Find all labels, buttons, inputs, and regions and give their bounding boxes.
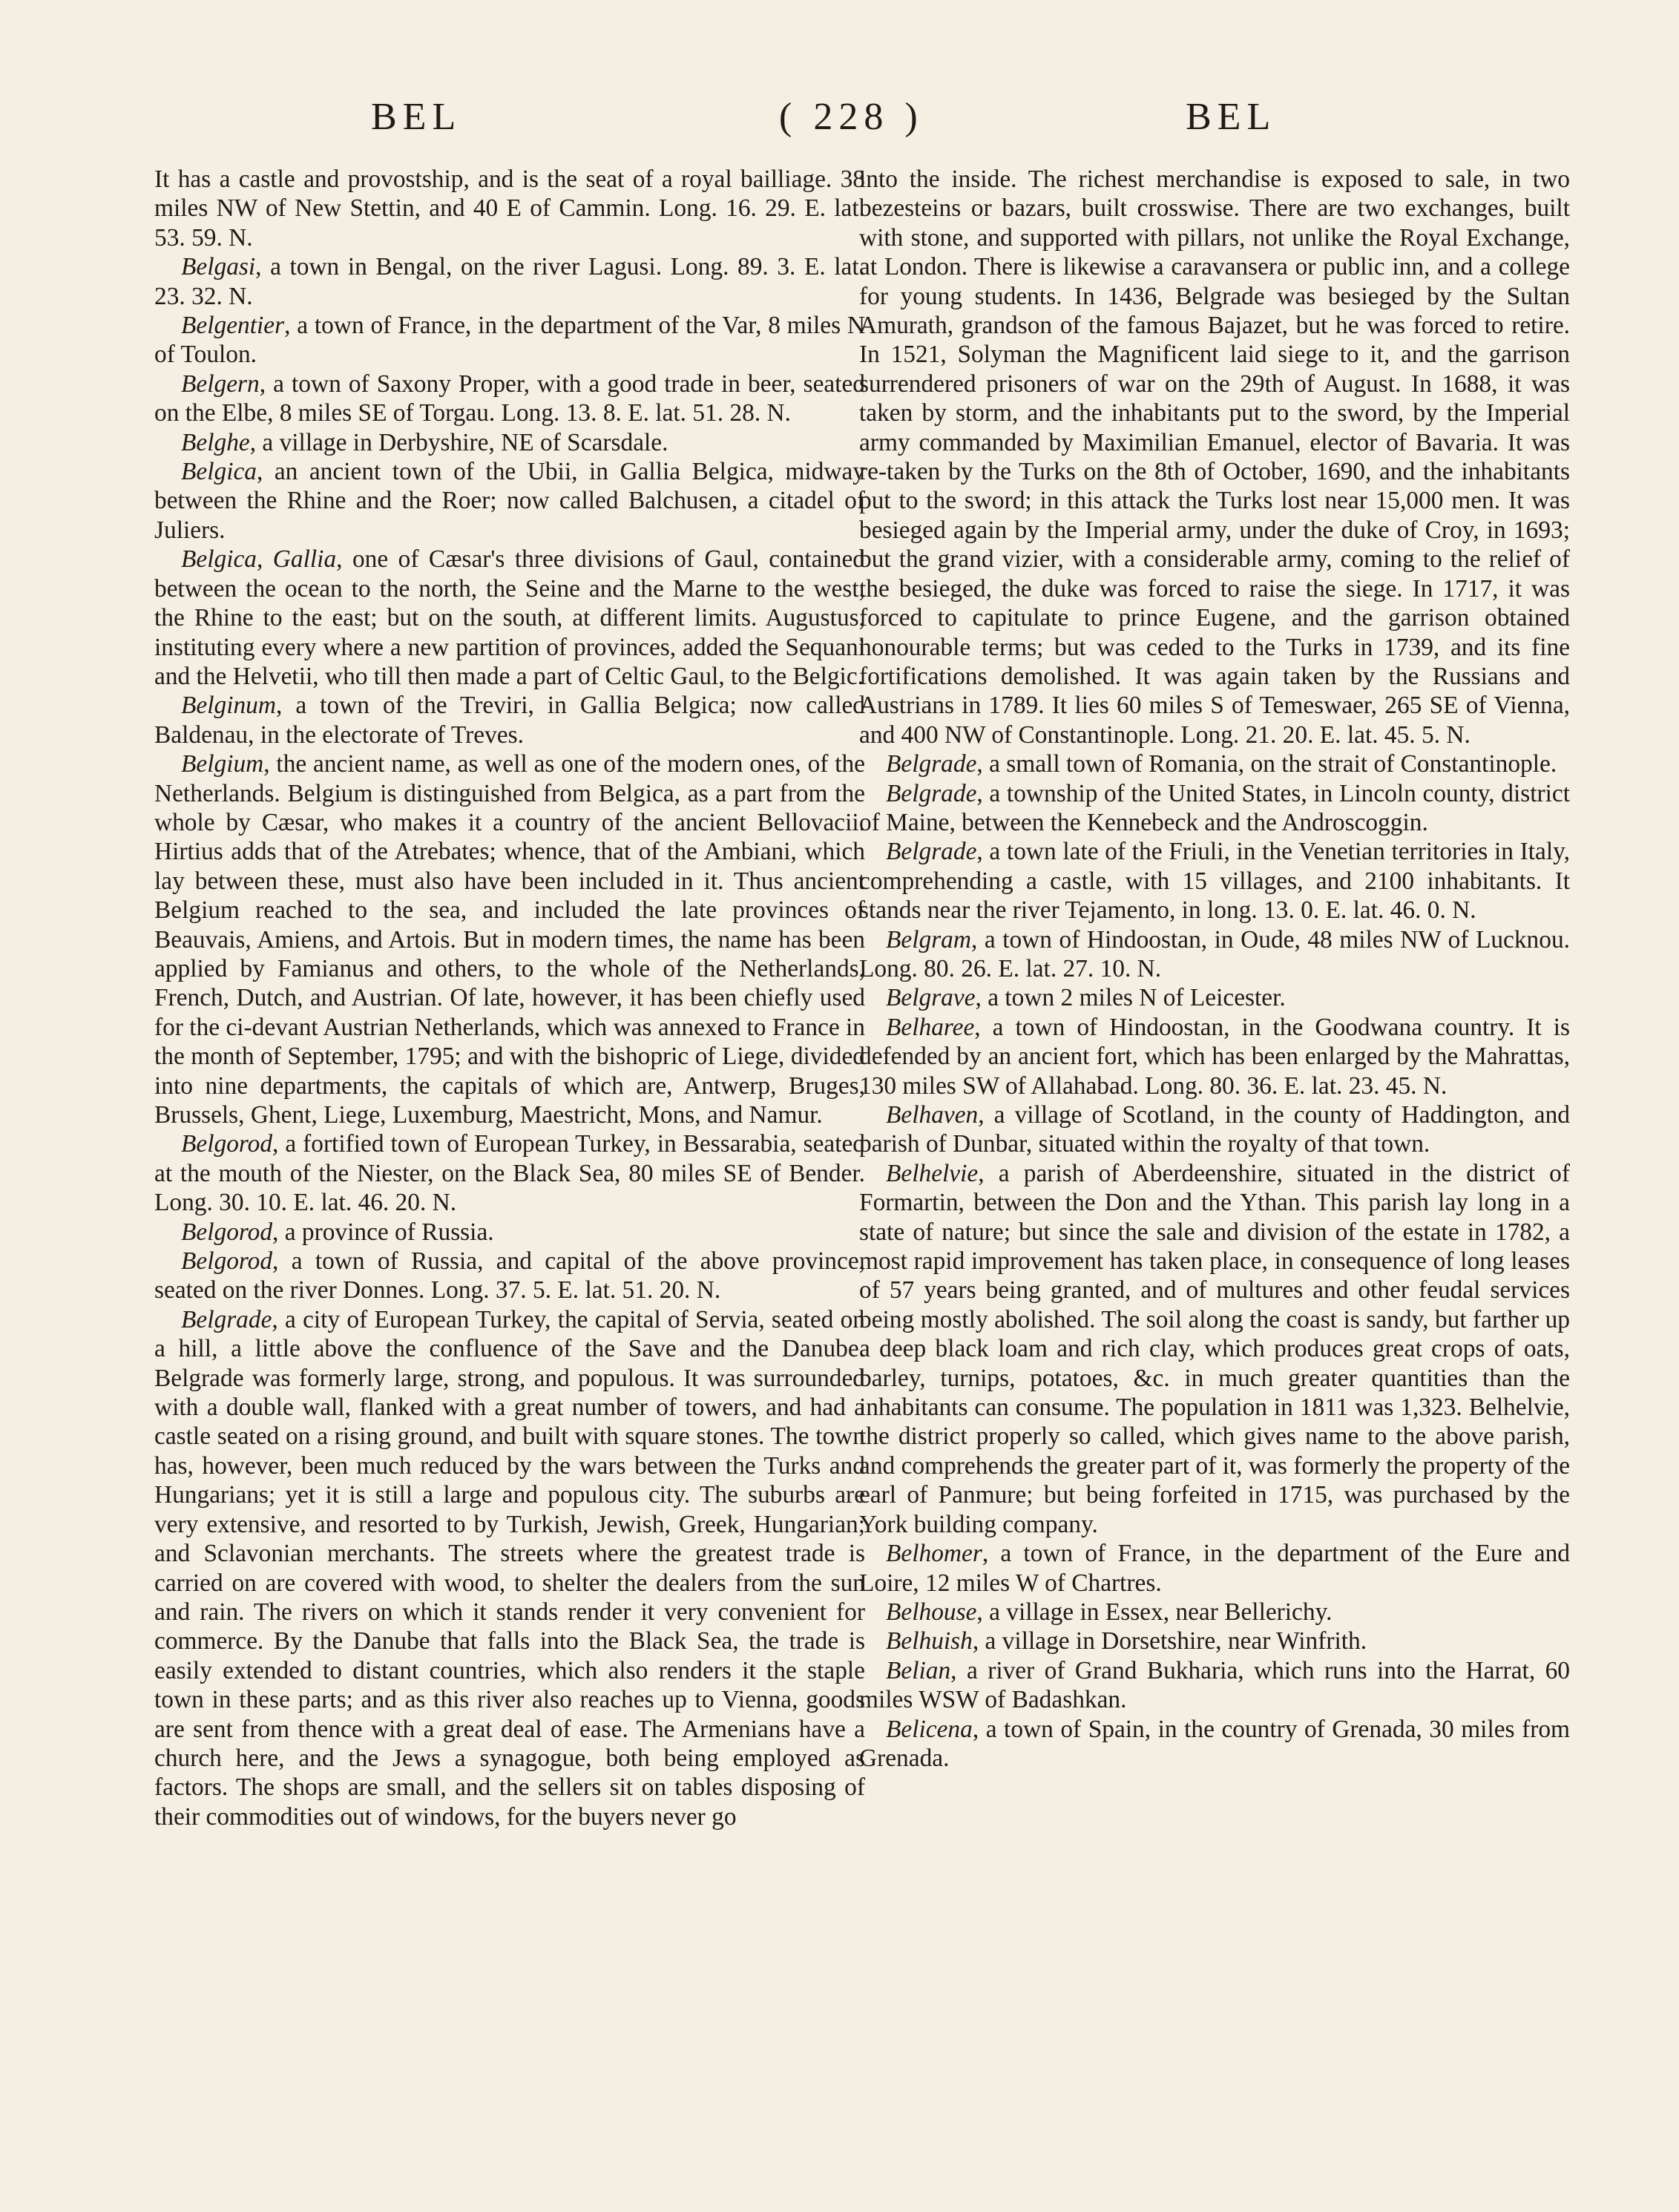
entry-text: , a province of Russia. bbox=[272, 1218, 494, 1246]
header-left-guide-word: BEL bbox=[371, 96, 462, 138]
entry-headword: Belgica bbox=[181, 458, 257, 486]
gazetteer-entry bbox=[859, 925, 1570, 984]
entry-headword: Belgorod bbox=[181, 1247, 273, 1276]
gazetteer-entry bbox=[859, 779, 1570, 838]
gazetteer-entry bbox=[154, 1129, 865, 1217]
page-number: ( 228 ) bbox=[779, 96, 924, 138]
entry-text: , a town in Bengal, on the river Lagusi. Long. 89. 3. E. lat. 23. 32. N. bbox=[154, 253, 865, 310]
entry-headword: Belgern bbox=[181, 370, 260, 398]
entry-headword: Belgrave bbox=[886, 984, 976, 1012]
entry-text: , an ancient town of the Ubii, in Gallia Belgica, midway between the Rhine and the Roer; now called Balchusen, a citadel of Juliers. bbox=[154, 458, 865, 544]
entry-text: , the ancient name, as well as one of the modern ones, of the Netherlands. Belgium is distinguished from Belgica, as a part from the whole by Cæsar, who makes it a country of the ancient Bellovacii. Hirtius adds that of the Atrebates; whence, that of the Ambiani, which lay between these, must also have been included in it. Thus ancient Belgium reached to the sea, and included the late provinces of Beauvais, Amiens, and Artois. But in modern times, the name has been applied by Famianus and others, to the whole of the Netherlands, French, Dutch, and Austrian. Of late, however, it has been chiefly used for the ci-devant Austrian Netherlands, which was annexed to France in the month of September, 1795; and with the bishopric of Liege, divided into nine departments, the capitals of which are, Antwerp, Bruges, Brussels, Ghent, Liege, Luxemburg, Maestricht, Mons, and Namur. bbox=[154, 750, 865, 1129]
entry-headword: Belgrade bbox=[886, 779, 977, 807]
gazetteer-entry bbox=[859, 837, 1570, 925]
entry-headword: Belharee bbox=[886, 1013, 975, 1041]
entry-headword: Belgorod bbox=[181, 1130, 273, 1158]
right-column bbox=[859, 165, 1570, 1773]
entry-headword: Belhelvie bbox=[886, 1159, 979, 1187]
running-header bbox=[0, 95, 1679, 147]
entry-text: , a town of the Treviri, in Gallia Belgica; now called Baldenau, in the electorate of Treves. bbox=[154, 692, 865, 749]
entry-headword: Belhuish bbox=[886, 1627, 973, 1655]
header-right-guide-word: BEL bbox=[1186, 96, 1277, 138]
entry-text: , a small town of Romania, on the strait of Constantinople. bbox=[976, 750, 1557, 778]
entry-text: , a village in Derbyshire, NE of Scarsdale. bbox=[249, 428, 668, 456]
entry-text: , a town late of the Friuli, in the Venetian territories in Italy, comprehending a castle, with 15 villages, and 2100 inhabitants. It stands near the river Tejamento, in long. 13. 0. E. lat. 46. 0. N. bbox=[859, 838, 1570, 925]
entry-headword: Belian bbox=[886, 1656, 951, 1684]
entry-headword: Belgrade bbox=[886, 838, 977, 866]
entry-text: , a town of Saxony Proper, with a good trade in beer, seated on the Elbe, 8 miles SE of Torgau. Long. 13. 8. E. lat. 51. 28. N. bbox=[154, 370, 865, 427]
gazetteer-entry bbox=[859, 983, 1570, 1012]
gazetteer-entry bbox=[859, 1598, 1570, 1627]
entry-headword: Belgentier bbox=[181, 312, 285, 340]
gazetteer-entry bbox=[154, 545, 865, 691]
entry-text: , a town 2 miles N of Leicester. bbox=[975, 984, 1286, 1012]
entry-text: It has a castle and provostship, and is the seat of a royal bailliage. 38 miles NW of New Stettin, and 40 E of Cammin. Long. 16. 29. E. lat. 53. 59. N. bbox=[154, 165, 865, 252]
entry-headword: Belhomer bbox=[886, 1540, 982, 1568]
entry-text: into the inside. The richest merchandise is exposed to sale, in two bezesteins or bazars, built crosswise. There are two exchanges, built with stone, and supported with pillars, not unlike the Royal Exchange, at London. There is likewise a caravansera or public inn, and a college for young students. In 1436, Belgrade was besieged by the Sultan Amurath, grandson of the famous Bajazet, but he was forced to retire. In 1521, Solyman the Magnificent laid siege to it, and the garrison surrendered prisoners of war on the 29th of August. In 1688, it was taken by storm, and the inhabitants put to the sword, by the Imperial army commanded by Maximilian Emanuel, elector of Bavaria. It was re-taken by the Turks on the 8th of October, 1690, and the inhabitants put to the sword; in this attack the Turks lost near 15,000 men. It was besieged again by the Imperial army, under the duke of Croy, in 1693; but the grand vizier, with a considerable army, coming to the relief of the besieged, the duke was forced to raise the siege. In 1717, it was forced to capitulate to prince Eugene, and the garrison obtained honourable terms; but was ceded to the Turks in 1739, and its fine fortifications demolished. It was again taken by the Russians and Austrians in 1789. It lies 60 miles S of Temeswaer, 265 SE of Vienna, and 400 NW of Constantinople. Long. 21. 20. E. lat. 45. 5. N. bbox=[859, 165, 1570, 749]
entry-text: , a town of France, in the department of the Var, 8 miles N of Toulon. bbox=[154, 312, 865, 369]
entry-headword: Belgasi bbox=[181, 253, 256, 281]
entry-headword: Belgram bbox=[886, 925, 971, 954]
gazetteer-entry bbox=[154, 1247, 865, 1305]
gazetteer-entry bbox=[154, 749, 865, 1129]
entry-text: , one of Cæsar's three divisions of Gaul, contained between the ocean to the north, the Seine and the Marne to the west, the Rhine to the east; but on the south, at different limits. Augustus, instituting every where a new partition of provinces, added the Sequani and the Helvetii, who till then made a part of Celtic Gaul, to the Belgic. bbox=[154, 545, 865, 690]
gazetteer-entry bbox=[154, 252, 865, 311]
gazetteer-entry bbox=[859, 1715, 1570, 1773]
left-column bbox=[154, 165, 865, 1831]
entry-headword: Belicena bbox=[886, 1715, 973, 1743]
entry-text: , a town of Hindoostan, in the Goodwana country. It is defended by an ancient fort, which has been enlarged by the Mahrattas, 130 miles SW of Allahabad. Long. 80. 36. E. lat. 23. 45. N. bbox=[859, 1013, 1570, 1100]
entry-text: , a village in Essex, near Bellerichy. bbox=[976, 1598, 1333, 1626]
entry-text: , a town of France, in the department of the Eure and Loire, 12 miles W of Chartres. bbox=[859, 1540, 1570, 1597]
gazetteer-entry bbox=[154, 370, 865, 428]
entry-headword: Belhaven bbox=[886, 1101, 979, 1129]
gazetteer-entry bbox=[859, 1100, 1570, 1159]
gazetteer-entry bbox=[859, 1013, 1570, 1100]
entry-headword: Belginum bbox=[181, 692, 276, 720]
entry-headword: Belgium bbox=[181, 750, 264, 778]
gazetteer-entry bbox=[859, 1539, 1570, 1598]
gazetteer-entry bbox=[154, 691, 865, 749]
gazetteer-entry bbox=[859, 1159, 1570, 1539]
entry-headword: Belhouse bbox=[886, 1598, 977, 1626]
gazetteer-entry bbox=[154, 1305, 865, 1831]
entry-headword: Belgrade bbox=[181, 1305, 272, 1333]
entry-text: , a village in Dorsetshire, near Winfrith. bbox=[972, 1627, 1367, 1655]
gazetteer-entry bbox=[154, 1218, 865, 1247]
entry-headword: Belgica, Gallia bbox=[181, 545, 337, 574]
entry-text: , a township of the United States, in Lincoln county, district of Maine, between the Kennebeck and the Androscoggin. bbox=[859, 779, 1570, 836]
gazetteer-entry bbox=[154, 165, 865, 252]
entry-headword: Belgorod bbox=[181, 1218, 273, 1246]
entry-text: , a town of Spain, in the country of Grenada, 30 miles from Grenada. bbox=[859, 1715, 1570, 1772]
entry-text: , a parish of Aberdeenshire, situated in the district of Formartin, between the Don and the Ythan. This parish lay long in a state of nature; but since the sale and division of the estate in 1782, a most rapid improvement has taken place, in consequence of long leases of 57 years being granted, and of multures and other feudal services being mostly abolished. The soil along the coast is sandy, but farther up a deep black loam and rich clay, which produces great crops of oats, barley, turnips, potatoes, &c. in much greater quantities than the inhabitants can consume. The population in 1811 was 1,323. Belhelvie, the district properly so called, which gives name to the above parish, and comprehends the greater part of it, was formerly the property of the earl of Panmure; but being forfeited in 1715, was purchased by the York building company. bbox=[859, 1159, 1570, 1538]
gazetteer-entry bbox=[859, 165, 1570, 749]
gazetteer-entry bbox=[154, 457, 865, 545]
entry-text: , a town of Russia, and capital of the above province, seated on the river Donnes. Long. 37. 5. E. lat. 51. 20. N. bbox=[154, 1247, 865, 1304]
gazetteer-entry bbox=[859, 1656, 1570, 1715]
entry-text: , a fortified town of European Turkey, in Bessarabia, seated at the mouth of the Niester, on the Black Sea, 80 miles SE of Bender. Long. 30. 10. E. lat. 46. 20. N. bbox=[154, 1130, 865, 1217]
entry-text: , a city of European Turkey, the capital of Servia, seated on a hill, a little above the confluence of the Save and the Danube. Belgrade was formerly large, strong, and populous. It was surrounded with a double wall, flanked with a great number of towers, and had a castle seated on a rising ground, and built with square stones. The town has, however, been much reduced by the wars between the Turks and Hungarians; yet it is still a large and populous city. The suburbs are very extensive, and resorted to by Turkish, Jewish, Greek, Hungarian; and Sclavonian merchants. The streets where the greatest trade is carried on are covered with wood, to shelter the dealers from the sun and rain. The rivers on which it stands render it very convenient for commerce. By the Danube that falls into the Black Sea, the trade is easily extended to distant countries, which also renders it the staple town in these parts; and as this river also reaches up to Vienna, goods are sent from thence with a great deal of ease. The Armenians have a church here, and the Jews a synagogue, both being employed as factors. The shops are small, and the sellers sit on tables disposing of their commodities out of windows, for the buyers never go bbox=[154, 1305, 865, 1831]
entry-headword: Belgrade bbox=[886, 750, 977, 778]
entry-text: , a town of Hindoostan, in Oude, 48 miles NW of Lucknou. Long. 80. 26. E. lat. 27. 10. N. bbox=[859, 925, 1570, 982]
gazetteer-entry bbox=[859, 1627, 1570, 1655]
gazetteer-entry bbox=[859, 749, 1570, 778]
entry-text: , a village of Scotland, in the county of Haddington, and parish of Dunbar, situated within the royalty of that town. bbox=[859, 1101, 1570, 1158]
entry-text: , a river of Grand Bukharia, which runs into the Harrat, 60 miles WSW of Badashkan. bbox=[859, 1656, 1570, 1714]
gazetteer-entry bbox=[154, 428, 865, 457]
gazetteer-entry bbox=[154, 311, 865, 370]
entry-headword: Belghe bbox=[181, 428, 250, 456]
